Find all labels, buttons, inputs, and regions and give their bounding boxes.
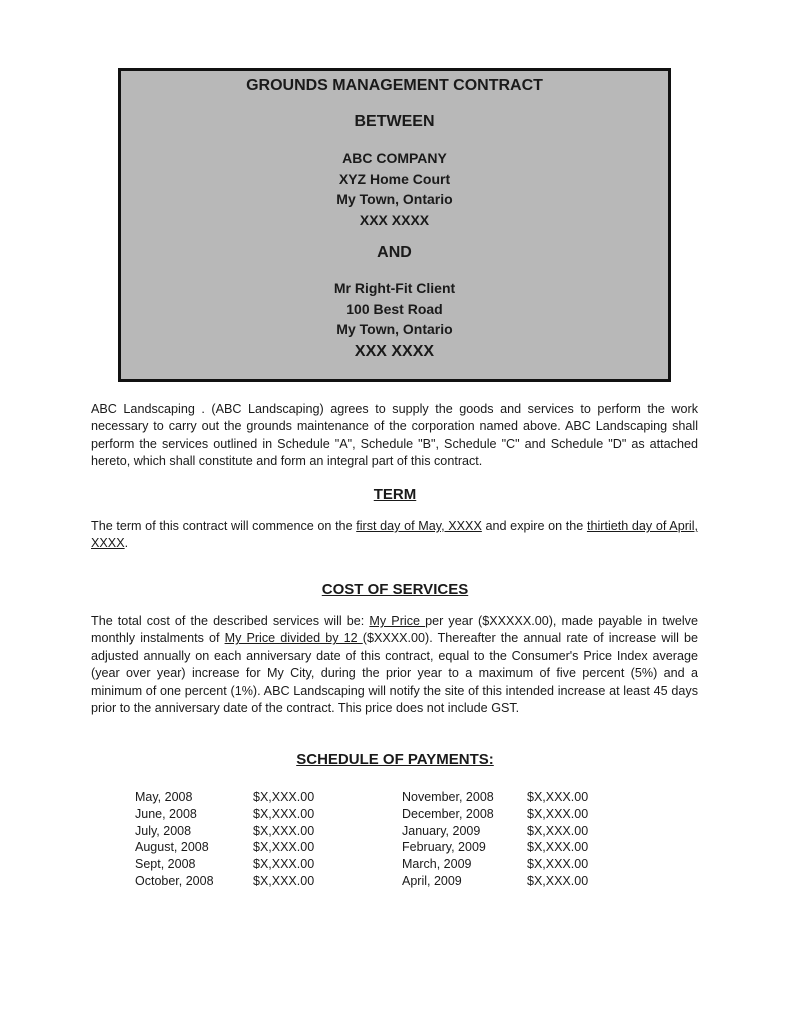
payment-month: December, 2008 [402, 806, 494, 821]
payment-amount: $X,XXX.00 [253, 857, 315, 872]
payment-row [135, 839, 314, 856]
between-label: BETWEEN [354, 113, 435, 130]
schedule-heading: SCHEDULE OF PAYMENTS: [296, 751, 494, 768]
party-one-street: XYZ Home Court [338, 170, 451, 187]
party-one-postal: XXX XXXX [359, 211, 430, 228]
term-heading: TERM [373, 486, 417, 503]
payment-row [402, 873, 588, 890]
term-paragraph [91, 518, 698, 553]
payment-month: May, 2008 [135, 790, 193, 804]
payment-month: July, 2008 [135, 823, 192, 838]
payment-month: Sept, 2008 [135, 857, 196, 872]
payment-month: October, 2008 [135, 873, 214, 888]
payment-amount: $X,XXX.00 [253, 790, 315, 804]
party-two-postal: XXX XXXX [354, 342, 435, 360]
payment-month: November, 2008 [402, 790, 494, 804]
term-end-date: thirtieth day of April, XXXX [91, 519, 699, 551]
payment-row [402, 856, 588, 873]
payment-row [135, 806, 314, 823]
payment-month: August, 2008 [135, 840, 209, 855]
payment-month: June, 2008 [135, 806, 197, 821]
schedule-right-column [402, 789, 588, 890]
and-label: AND [377, 244, 412, 261]
party-two-street: 100 Best Road [346, 300, 443, 317]
payment-amount: $X,XXX.00 [253, 873, 315, 888]
term-text-2: and expire on the [481, 519, 587, 533]
payment-row [402, 823, 588, 840]
payment-amount: $X,XXX.00 [253, 806, 315, 821]
payment-amount: $X,XXX.00 [527, 873, 589, 888]
payment-month: March, 2009 [402, 857, 472, 872]
intro-paragraph: ABC Landscaping . (ABC Landscaping) agrees to supply the goods and services to perform the work necessary to carry out the grounds maintenance of the corporation named above. ABC Landscaping shall perform the services outlined in Schedule "A", Schedule "B", Schedule "C" and Schedule "D" as attached hereto, which shall constitute and form an integral part of this contract. [91, 402, 698, 469]
party-two-name: Mr Right-Fit Client [333, 280, 456, 296]
payment-amount: $X,XXX.00 [527, 840, 589, 855]
term-start-date: first day of May, XXXX [356, 519, 482, 533]
payment-month: February, 2009 [402, 840, 486, 855]
cost-text-2: per year ($XXXXX.00), made payable in twelve monthly instalments of [91, 614, 698, 646]
payment-amount: $X,XXX.00 [253, 823, 315, 838]
contract-header-box [118, 68, 671, 382]
payment-month: April, 2009 [402, 873, 462, 888]
payment-amount: $X,XXX.00 [527, 806, 589, 821]
contract-title: GROUNDS MANAGEMENT CONTRACT [246, 77, 543, 94]
payment-row [135, 856, 314, 873]
party-one-name: ABC COMPANY [342, 150, 447, 166]
payment-amount: $X,XXX.00 [527, 857, 589, 872]
monthly-price: My Price divided by 12 [224, 631, 363, 646]
party-two-address [121, 278, 668, 364]
payment-amount: $X,XXX.00 [527, 790, 589, 804]
payment-amount: $X,XXX.00 [253, 840, 315, 855]
cost-heading: COST OF SERVICES [321, 581, 469, 598]
annual-price: My Price [369, 614, 426, 628]
party-one-address [121, 148, 668, 230]
party-one-city: My Town, Ontario [336, 191, 453, 207]
payment-row [402, 789, 588, 806]
payment-row [402, 839, 588, 856]
schedule-left-column [135, 789, 314, 890]
cost-text-3: ($XXXX.00). Thereafter the annual rate of increase will be adjusted annually on each anniversary date of this contract, equal to the Consumer's Price Index average (year over year) increase for My City, during the prior year to a maximum of five percent (5%) and a minimum of one percent (1%). ABC Landscaping will notify the site of this intended increase at least 45 days prior to the anniversary date of the contract. This price does not include GST. [91, 631, 698, 716]
term-text-1: The term of this contract will commence on the [91, 519, 357, 533]
payment-row [135, 789, 314, 806]
term-text-3: . [124, 536, 129, 551]
payment-row [135, 873, 314, 890]
cost-paragraph [91, 613, 698, 717]
payment-month: January, 2009 [402, 823, 481, 838]
payment-row [135, 823, 314, 840]
payment-row [402, 806, 588, 823]
cost-text-1: The total cost of the described services will be: [91, 614, 370, 628]
payment-amount: $X,XXX.00 [527, 823, 589, 838]
party-two-city: My Town, Ontario [336, 321, 453, 337]
